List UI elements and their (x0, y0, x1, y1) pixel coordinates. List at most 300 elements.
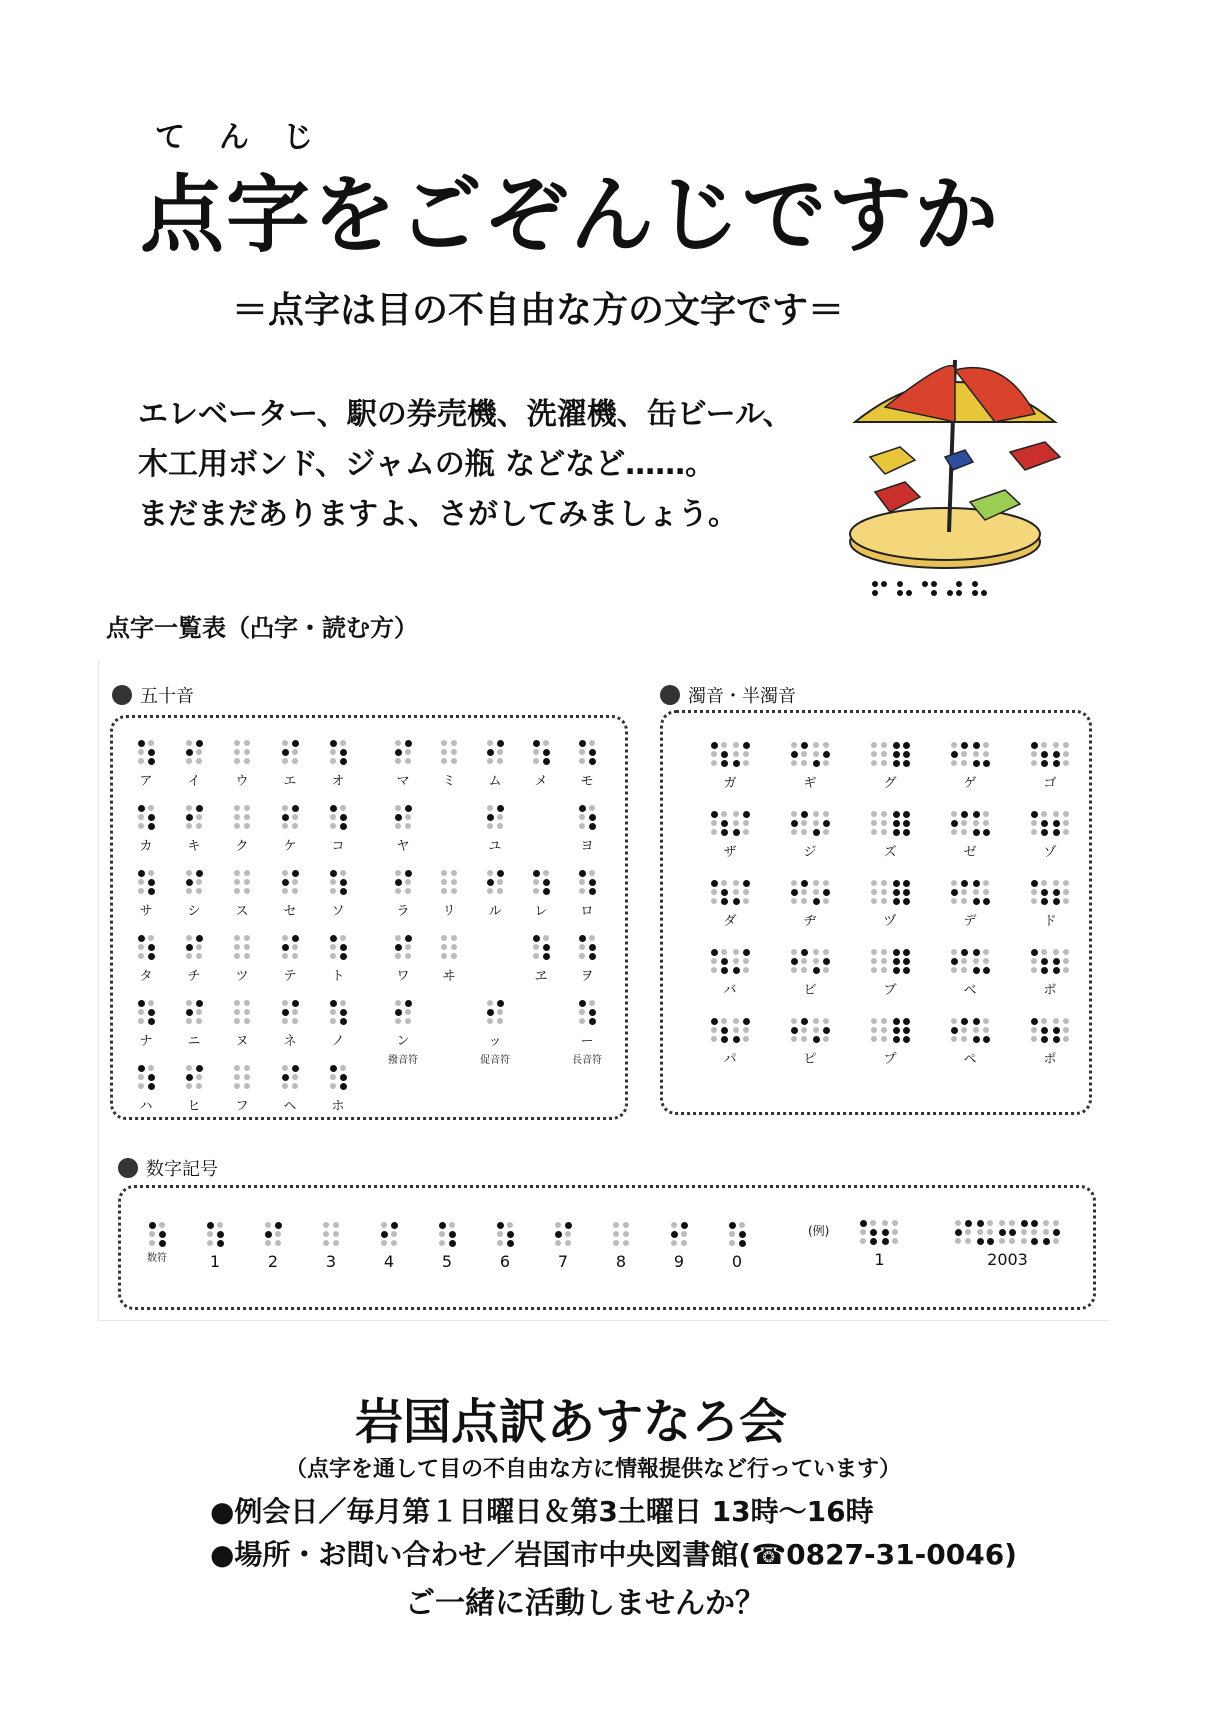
braille-cell (770, 811, 850, 860)
section-bullet-icon (112, 685, 132, 705)
braille-cell (266, 805, 314, 854)
kana-label: カ (139, 839, 153, 854)
braille-cell (218, 740, 266, 789)
kana-label: ゾ (1043, 845, 1057, 860)
section-bullet-icon (118, 1158, 138, 1178)
braille-glyph (395, 805, 412, 830)
braille-glyph (497, 1222, 514, 1247)
braille-glyph (711, 811, 750, 836)
kana-label: ハ (139, 1099, 153, 1114)
kana-label: バ (723, 983, 737, 998)
kana-label: ヌ (235, 1034, 249, 1049)
kana-label: ケ (283, 839, 297, 854)
kana-label: ジ (803, 845, 817, 860)
kana-label: ユ (488, 839, 502, 854)
number-label: 数符 (147, 1253, 167, 1264)
intro-text (138, 390, 793, 540)
intro-line: エレベーター、駅の券売機、洗濯機、缶ビール、 (138, 397, 793, 432)
kana-label: ロ (580, 904, 594, 919)
braille-cell (170, 740, 218, 789)
braille-glyph (330, 1000, 347, 1025)
braille-cell (122, 740, 170, 789)
number-cell (418, 1222, 476, 1271)
braille-glyph (579, 740, 596, 765)
braille-cell (770, 1018, 850, 1067)
kana-label: フ (235, 1099, 249, 1114)
kana-note: 促音符 (480, 1055, 510, 1066)
kana-label: ツ (235, 969, 249, 984)
number-label: 6 (499, 1252, 511, 1271)
braille-glyph (791, 811, 830, 836)
braille-glyph (323, 1222, 340, 1247)
kana-note: 撥音符 (388, 1055, 418, 1066)
number-cell (708, 1222, 766, 1271)
braille-glyph (395, 870, 412, 895)
number-cell (476, 1222, 534, 1271)
braille-glyph (1031, 880, 1070, 905)
braille-cell (314, 1000, 362, 1049)
braille-cell (380, 870, 426, 919)
braille-cell (426, 870, 472, 919)
braille-cell (930, 1018, 1010, 1067)
kana-label: ビ (803, 983, 817, 998)
kana-label: ゼ (963, 845, 977, 860)
kana-label: ズ (883, 845, 897, 860)
braille-glyph (711, 949, 750, 974)
braille-glyph (487, 870, 504, 895)
braille-glyph (186, 1000, 203, 1025)
number-cell (650, 1222, 708, 1271)
braille-cell (518, 870, 564, 919)
braille-glyph (791, 742, 830, 767)
merry-go-round-icon (845, 352, 1075, 602)
braille-cell (518, 740, 564, 789)
braille-cell (518, 1000, 564, 1066)
braille-glyph (330, 805, 347, 830)
braille-cell (170, 805, 218, 854)
organization-description: （点字を通して目の不自由な方に情報提供など行っています） (285, 1457, 902, 1482)
braille-glyph (871, 949, 910, 974)
kana-label: ス (235, 904, 249, 919)
page-title: 点字をごぞんじですか (140, 166, 1001, 264)
kana-label: ピ (803, 1052, 817, 1067)
kana-label: ペ (963, 1052, 977, 1067)
number-label: 5 (441, 1252, 453, 1271)
number-cell (186, 1222, 244, 1271)
kana-label: ヅ (883, 914, 897, 929)
braille-cell (930, 949, 1010, 998)
braille-glyph (613, 1222, 630, 1247)
braille-glyph (1031, 1018, 1070, 1043)
braille-cell (266, 870, 314, 919)
braille-cell (850, 811, 930, 860)
braille-cell (690, 1018, 770, 1067)
example-number-1 (860, 1220, 899, 1269)
braille-cell (380, 1000, 426, 1066)
braille-glyph (282, 1000, 299, 1025)
braille-cell (564, 870, 610, 919)
braille-cell (218, 1065, 266, 1114)
number-cell (534, 1222, 592, 1271)
braille-glyph (138, 805, 155, 830)
kana-label: タ (139, 969, 153, 984)
kana-label: ヱ (534, 969, 548, 984)
braille-cell (770, 880, 850, 929)
braille-glyph (791, 1018, 830, 1043)
kana-label: パ (723, 1052, 737, 1067)
braille-cell (472, 870, 518, 919)
braille-glyph (791, 880, 830, 905)
braille-cell (564, 1000, 610, 1066)
number-cell (592, 1222, 650, 1271)
braille-glyph (138, 935, 155, 960)
number-cell (360, 1222, 418, 1271)
braille-cell (218, 1000, 266, 1049)
braille-glyph (860, 1220, 899, 1245)
braille-glyph (330, 740, 347, 765)
kana-label: ヘ (283, 1099, 297, 1114)
braille-glyph (579, 805, 596, 830)
braille-glyph (711, 880, 750, 905)
braille-glyph (579, 870, 596, 895)
number-label: 9 (673, 1252, 685, 1271)
braille-cell (380, 805, 426, 854)
braille-cell (472, 1000, 518, 1066)
braille-glyph (282, 870, 299, 895)
number-label: 3 (325, 1252, 337, 1271)
braille-cell (1010, 811, 1090, 860)
meeting-place: ●場所・お問い合わせ／岩国市中央図書館(☎0827-31-0046) (210, 1538, 1017, 1571)
kana-label: デ (963, 914, 977, 929)
braille-glyph (395, 1000, 412, 1025)
braille-glyph (487, 740, 504, 765)
braille-cell (314, 935, 362, 984)
kana-label: ラ (396, 904, 410, 919)
braille-glyph (330, 1065, 347, 1090)
braille-glyph (138, 1065, 155, 1090)
braille-glyph (951, 949, 990, 974)
kana-label: ナ (139, 1034, 153, 1049)
kana-label: ホ (331, 1099, 345, 1114)
braille-cell (472, 805, 518, 854)
kana-label: イ (187, 774, 201, 789)
braille-cell (1010, 742, 1090, 791)
braille-cell (218, 935, 266, 984)
kana-label: ル (488, 904, 502, 919)
braille-glyph (265, 1222, 282, 1247)
kana-label: サ (139, 904, 153, 919)
braille-glyph (579, 935, 596, 960)
braille-cell (850, 1018, 930, 1067)
braille-glyph (207, 1222, 224, 1247)
braille-cell (930, 811, 1010, 860)
braille-glyph (234, 935, 251, 960)
braille-glyph (234, 740, 251, 765)
braille-glyph (579, 1000, 596, 1025)
numbers-label-text: 数字記号 (146, 1159, 218, 1180)
kana-label: コ (331, 839, 345, 854)
kana-label: ア (139, 774, 153, 789)
kana-label: ザ (723, 845, 737, 860)
gojuon-grid-left (122, 740, 362, 1114)
braille-cell (218, 870, 266, 919)
gojuon-grid-right (380, 740, 610, 1066)
braille-glyph (955, 1220, 1060, 1245)
number-label: 7 (557, 1252, 569, 1271)
braille-cell (122, 1065, 170, 1114)
braille-cell (218, 805, 266, 854)
braille-cell (930, 880, 1010, 929)
braille-glyph (149, 1222, 166, 1247)
braille-glyph (234, 805, 251, 830)
braille-cell (770, 949, 850, 998)
kana-label: ク (235, 839, 249, 854)
braille-glyph (441, 870, 458, 895)
braille-glyph (951, 1018, 990, 1043)
kana-label: ダ (723, 914, 737, 929)
braille-cell (266, 935, 314, 984)
kana-label: セ (283, 904, 297, 919)
braille-glyph (533, 935, 550, 960)
kana-label: ヤ (396, 839, 410, 854)
braille-glyph (138, 870, 155, 895)
braille-glyph (186, 935, 203, 960)
number-label: 1 (209, 1252, 221, 1271)
braille-cell (122, 870, 170, 919)
braille-cell (850, 949, 930, 998)
braille-cell (122, 805, 170, 854)
braille-glyph (234, 1065, 251, 1090)
kana-label: ミ (442, 774, 456, 789)
kana-label: ポ (1043, 1052, 1057, 1067)
braille-cell (690, 949, 770, 998)
braille-glyph (439, 1222, 456, 1247)
kana-label: ブ (883, 983, 897, 998)
braille-glyph (186, 805, 203, 830)
braille-glyph (533, 870, 550, 895)
number-label: 2 (267, 1252, 279, 1271)
braille-cell (850, 880, 930, 929)
braille-glyph (395, 740, 412, 765)
kana-label: ゲ (963, 776, 977, 791)
number-label: 8 (615, 1252, 627, 1271)
braille-cell (314, 870, 362, 919)
meeting-schedule: ●例会日／毎月第１日曜日＆第3土曜日 13時～16時 (210, 1495, 874, 1528)
braille-cell (266, 1000, 314, 1049)
intro-line: 木工用ボンド、ジャムの瓶 などなど……。 (138, 447, 716, 482)
kana-label: ワ (396, 969, 410, 984)
braille-glyph (871, 880, 910, 905)
kana-label: エ (283, 774, 297, 789)
kana-label: モ (580, 774, 594, 789)
kana-label: ヨ (580, 839, 594, 854)
braille-cell (518, 935, 564, 984)
kana-label: プ (883, 1052, 897, 1067)
braille-glyph (871, 742, 910, 767)
braille-glyph (951, 811, 990, 836)
intro-line: まだまだありますよ、さがしてみましょう。 (138, 497, 738, 532)
braille-cell (170, 1065, 218, 1114)
braille-cell (930, 742, 1010, 791)
kana-label: ゴ (1043, 776, 1057, 791)
braille-glyph (671, 1222, 688, 1247)
braille-cell (690, 811, 770, 860)
kana-label: ム (488, 774, 502, 789)
braille-cell (518, 805, 564, 854)
braille-glyph (533, 740, 550, 765)
braille-glyph (729, 1222, 746, 1247)
braille-glyph (487, 805, 504, 830)
kana-note: 長音符 (572, 1055, 602, 1066)
number-label: 4 (383, 1252, 395, 1271)
braille-glyph (1031, 742, 1070, 767)
braille-cell (170, 935, 218, 984)
braille-glyph (138, 1000, 155, 1025)
braille-glyph (234, 870, 251, 895)
dakuon-label-text: 濁音・半濁音 (688, 686, 796, 707)
braille-cell (472, 740, 518, 789)
braille-cell (122, 1000, 170, 1049)
kana-label: オ (331, 774, 345, 789)
braille-cell (426, 935, 472, 984)
kana-label: シ (187, 904, 201, 919)
braille-glyph (138, 740, 155, 765)
braille-glyph (1031, 949, 1070, 974)
kana-label: ウ (235, 774, 249, 789)
braille-glyph (951, 742, 990, 767)
kana-label: ッ (488, 1034, 502, 1049)
braille-cell (564, 805, 610, 854)
braille-glyph (186, 870, 203, 895)
kana-label: テ (283, 969, 297, 984)
braille-glyph (791, 949, 830, 974)
braille-cell (314, 740, 362, 789)
kana-label: ヂ (803, 914, 817, 929)
kana-label: ヒ (187, 1099, 201, 1114)
kana-label: グ (883, 776, 897, 791)
kana-label: レ (534, 904, 548, 919)
braille-cell (564, 740, 610, 789)
kana-label: リ (442, 904, 456, 919)
kana-label: ソ (331, 904, 345, 919)
organization-name: 岩国点訳あすなろ会 (355, 1394, 788, 1450)
gojuon-label (112, 682, 194, 708)
braille-glyph (555, 1222, 572, 1247)
number-cell (244, 1222, 302, 1271)
example-label-text: 1 (874, 1250, 885, 1269)
number-label: 0 (731, 1252, 743, 1271)
kana-label: ベ (963, 983, 977, 998)
braille-glyph (951, 880, 990, 905)
braille-glyph (282, 1065, 299, 1090)
braille-cell (380, 740, 426, 789)
kana-label: ト (331, 969, 345, 984)
section-bullet-icon (660, 685, 680, 705)
braille-glyph (186, 740, 203, 765)
braille-cell (426, 805, 472, 854)
braille-glyph (234, 1000, 251, 1025)
braille-cell (314, 805, 362, 854)
example-number-2003 (955, 1220, 1060, 1269)
braille-cell (122, 935, 170, 984)
kana-label: ネ (283, 1034, 297, 1049)
kana-label: ヰ (442, 969, 456, 984)
kana-label: マ (396, 774, 410, 789)
braille-glyph (282, 935, 299, 960)
braille-cell (850, 742, 930, 791)
braille-cell (380, 935, 426, 984)
braille-glyph (711, 1018, 750, 1043)
kana-label: ガ (723, 776, 737, 791)
braille-cell (690, 742, 770, 791)
braille-cell (770, 742, 850, 791)
kana-label: ギ (803, 776, 817, 791)
braille-glyph (282, 740, 299, 765)
braille-glyph (711, 742, 750, 767)
braille-cell (472, 935, 518, 984)
dakuon-grid (690, 742, 1090, 1067)
braille-cell (266, 740, 314, 789)
numbers-label (118, 1155, 218, 1181)
braille-cell (170, 1000, 218, 1049)
braille-glyph (381, 1222, 398, 1247)
dakuon-label (660, 682, 796, 708)
braille-glyph (441, 935, 458, 960)
kana-label: ニ (187, 1034, 201, 1049)
numbers-grid (128, 1222, 766, 1271)
braille-glyph (282, 805, 299, 830)
braille-cell (426, 740, 472, 789)
braille-cell (314, 1065, 362, 1114)
title-ruby: てんじ (155, 120, 347, 155)
kana-label: ド (1043, 914, 1057, 929)
braille-glyph (1031, 811, 1070, 836)
braille-glyph (441, 740, 458, 765)
braille-glyph (330, 870, 347, 895)
number-cell (128, 1222, 186, 1271)
braille-cell (1010, 1018, 1090, 1067)
braille-glyph (330, 935, 347, 960)
braille-glyph (186, 1065, 203, 1090)
kana-label: メ (534, 774, 548, 789)
kana-label: ー (580, 1034, 594, 1049)
braille-glyph (871, 811, 910, 836)
braille-cell (1010, 880, 1090, 929)
braille-glyph (871, 1018, 910, 1043)
number-cell (302, 1222, 360, 1271)
braille-table-heading: 点字一覧表（凸字・読む方） (106, 614, 418, 642)
kana-label: ン (396, 1034, 410, 1049)
braille-cell (1010, 949, 1090, 998)
closing-message: ご一緒に活動しませんか？ (405, 1586, 765, 1621)
kana-label: キ (187, 839, 201, 854)
braille-cell (170, 870, 218, 919)
braille-cell (266, 1065, 314, 1114)
kana-label: ノ (331, 1034, 345, 1049)
braille-cell (426, 1000, 472, 1066)
braille-glyph (395, 935, 412, 960)
kana-label: ヲ (580, 969, 594, 984)
braille-glyph (487, 1000, 504, 1025)
braille-cell (564, 935, 610, 984)
braille-cell (690, 880, 770, 929)
example-label-text: 2003 (987, 1250, 1028, 1269)
example-label: (例) (808, 1224, 830, 1238)
kana-label: チ (187, 969, 201, 984)
page-subtitle: ＝点字は目の不自由な方の文字です＝ (232, 290, 845, 331)
kana-label: ボ (1043, 983, 1057, 998)
gojuon-label-text: 五十音 (140, 686, 194, 707)
